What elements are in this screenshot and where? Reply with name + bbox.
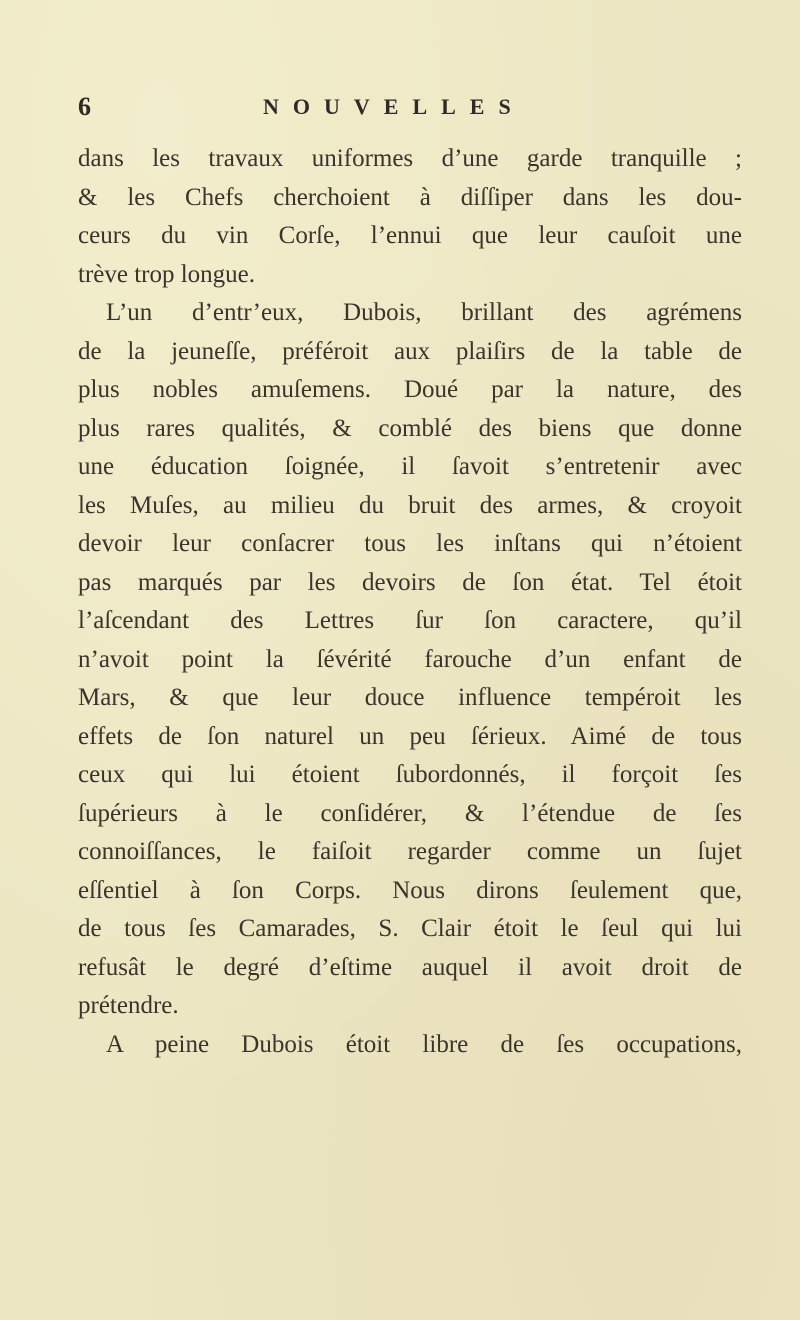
text-line: ceux qui lui étoient ſubordonnés, il forçoit ſes — [78, 761, 742, 788]
text-line: trève trop longue. — [78, 260, 256, 288]
text-line: eſſentiel à ſon Corps. Nous dirons ſeulement que, — [78, 876, 742, 904]
running-head — [78, 92, 748, 132]
text-line: prétendre. — [78, 992, 179, 1019]
text-line: connoiſſances, le faiſoit regarder comme un ſujet — [78, 838, 742, 865]
text-line: devoir leur conſacrer tous les inſtans qui n’étoient — [78, 530, 742, 557]
text-line: de tous ſes Camarades, S. Clair étoit le ſeul qui lui — [78, 915, 742, 942]
text-line: plus nobles amuſemens. Doué par la nature, des — [78, 376, 742, 403]
text-line: ceurs du vin Corſe, l’ennui que leur cauſoit une — [78, 222, 742, 249]
text-line: ſupérieurs à le conſidérer, & l’étendue de ſes — [78, 799, 742, 827]
text-line: dans les travaux uniformes d’une garde tranquille ; — [78, 145, 742, 172]
text-line: pas marqués par les devoirs de ſon état. Tel étoit — [78, 568, 742, 596]
text-line: de la jeuneſſe, préféroit aux plaiſirs de la table de — [78, 337, 742, 365]
text-line: L’un d’entr’eux, Dubois, brillant des agrémens — [106, 299, 742, 326]
text-line: l’aſcendant des Lettres ſur ſon caractere, qu’il — [78, 607, 742, 634]
text-line: refusât le degré d’eſtime auquel il avoit droit de — [78, 953, 742, 981]
text-line: plus rares qualités, & comblé des biens que donne — [78, 414, 742, 442]
text-line: Mars, & que leur douce influence tempéroit les — [78, 684, 742, 711]
body-text — [78, 140, 742, 1064]
running-title: NOUVELLES — [263, 94, 525, 119]
page-number: 6 — [78, 92, 91, 121]
text-line: les Muſes, au milieu du bruit des armes, & croyoit — [78, 491, 742, 519]
text-line: effets de ſon naturel un peu ſérieux. Aimé de tous — [78, 722, 742, 750]
text-line: une éducation ſoignée, il ſavoit s’entretenir avec — [78, 453, 742, 480]
text-line: A peine Dubois étoit libre de ſes occupations, — [106, 1030, 742, 1058]
text-line: n’avoit point la ſévérité farouche d’un enfant de — [78, 645, 742, 673]
text-line: & les Chefs cherchoient à diſſiper dans les dou- — [78, 183, 742, 211]
